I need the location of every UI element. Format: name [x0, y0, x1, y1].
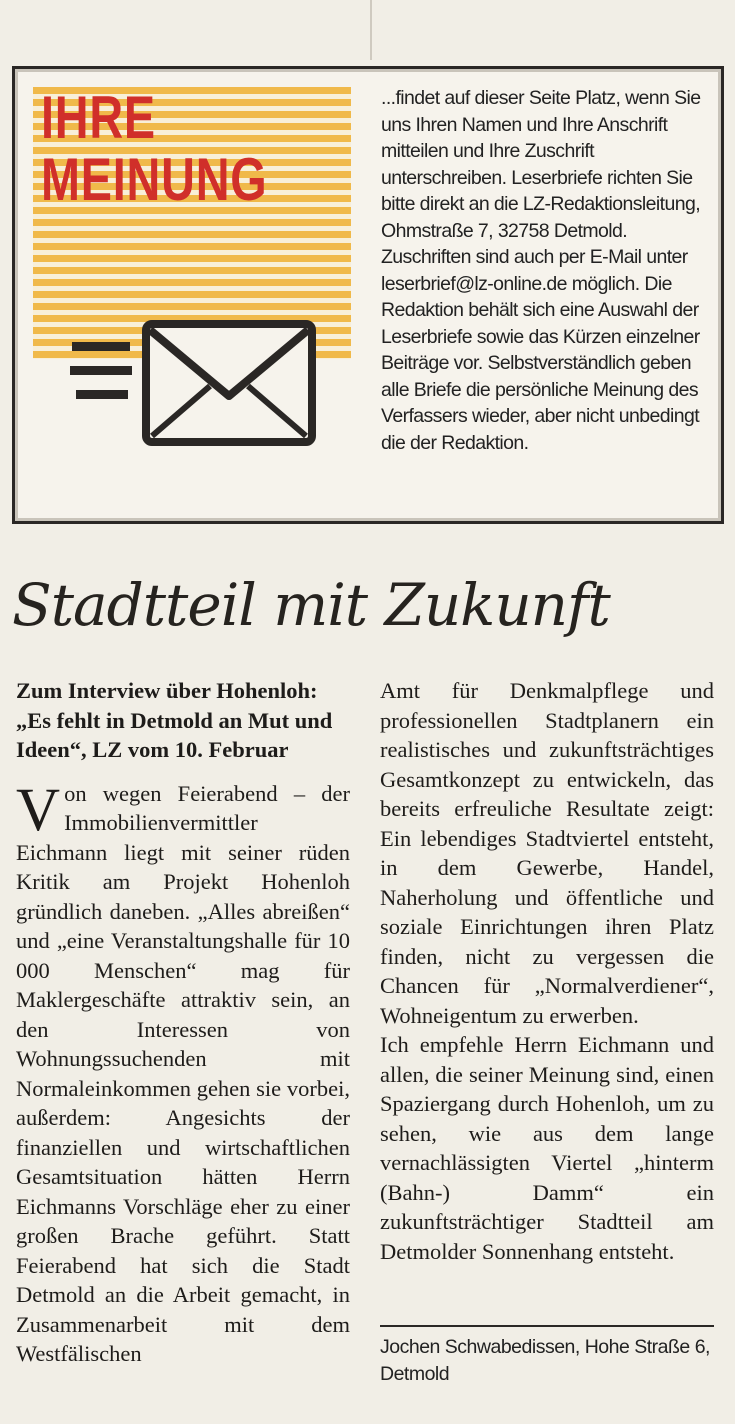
drop-cap: V: [16, 776, 61, 844]
article-column-right: [380, 676, 714, 1266]
article-column-left: [16, 676, 350, 1369]
article-body-text: on wegen Feierabend – der Immobilienvermittler Eichmann liegt mit seiner rüden Kritik am Projekt Hohenloh gründlich daneben. „Alles abreißen“ und „eine Veranstaltungshalle für 10 000 Menschen“ mag für Maklergeschäfte attraktiv sein, an den Interessen von Wohnungssuchenden mit Normaleinkommen gehen sie vorbei, außerdem: Angesichts der finanziellen und wirtschaftlichen Gesamtsituation hätten Herrn Eichmanns Vorschläge eher zu einer großen Brache geführt. Statt Feierabend hat sich die Stadt Detmold an die Arbeit gemacht, in Zusammenarbeit mit dem Westfälischen: [16, 780, 350, 1366]
author-signature: Jochen Schwabedissen, Hohe Straße 6, Detmold: [380, 1336, 710, 1385]
box-title: IHRE MEINUNG: [41, 84, 268, 213]
article-body-paragraph: [16, 776, 350, 1369]
article-lead: Zum Interview über Hohenloh: „Es fehlt in Detmold an Mut und Ideen“, LZ vom 10. Februar: [16, 678, 333, 762]
envelope-icon: [70, 314, 320, 454]
article-body-paragraph: Ich empfehle Herrn Eichmann und allen, die seiner Meinung sind, einen Spaziergang durch Hohenloh, um zu sehen, wie aus dem lange vernachlässigten Viertel „hinterm (Bahn-) Damm“ ein zukunftsträchtiger Stadtteil am Detmolder Sonnenhang entsteht.: [380, 1032, 714, 1264]
bleed-through-texture: [380, 6, 386, 64]
column-rule: [370, 0, 372, 60]
signature-divider: [380, 1325, 714, 1327]
article-body-paragraph: Amt für Denkmalpflege und professionellen Stadtplanern ein realistisches und zukunftsträchtiges Gesamtkonzept zu entwickeln, das bereits erfreuliche Resultate zeigt: Ein lebendiges Stadtviertel entsteht, in dem Gewerbe, Handel, Naherholung und öffentliche und soziale Einrichtungen ihren Platz finden, nicht zu vergessen die Chancen für „Normalverdiener“, Wohneigentum zu erwerben.: [380, 678, 714, 1028]
article-headline: Stadtteil mit Zukunft: [12, 571, 610, 639]
submission-instructions: ...findet auf dieser Seite Platz, wenn Sie uns Ihren Namen und Ihre Anschrift mitteilen und Ihre Zuschrift unterschreiben. Leserbriefe richten Sie bitte direkt an die LZ-Redaktionsleitung, Ohmstraße 7, 32758 Detmold. Zuschriften sind auch per E-Mail unter leserbrief@lz-online.de möglich. Die Redaktion behält sich eine Auswahl der Leserbriefe sowie das Kürzen einzelner Beiträge vor. Selbstverständlich geben alle Briefe die persönliche Meinung des Verfassers wieder, aber nicht unbedingt die der Redaktion.: [381, 87, 701, 454]
reader-opinion-info-box: [12, 66, 724, 524]
